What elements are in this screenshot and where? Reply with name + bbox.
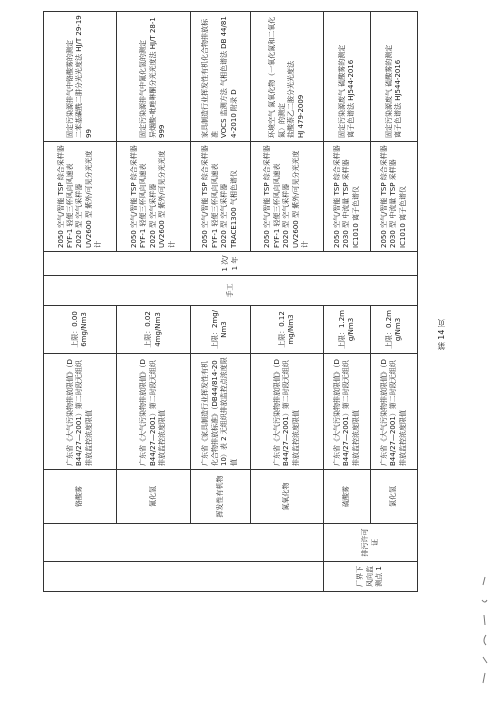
rows.3.equipment-line: FYF-1 轻便三杯风向风速表	[272, 163, 281, 248]
standard-cell: 广东省《大气污染物排放限值》（DB44/27—2001）第二时段无组织排放监控浓度限值	[324, 354, 371, 470]
standard-cell: 广东省《大气污染物排放限值》（DB44/27—2001）第二时段无组织排放监控浓度限值	[44, 354, 117, 470]
permit-cell: 排污许可证	[324, 524, 418, 562]
rows.2.equipment-line: TRACE1300 气相色谱仪	[229, 170, 238, 248]
pollutant-cell: 挥发性有机物	[190, 470, 250, 524]
method-cell	[371, 12, 418, 142]
rows.2.equipment-line: FYF-1 轻便三杯风向风速表	[210, 163, 219, 248]
rows.4.equipment-line: IC1010 离子色谱仪	[351, 186, 360, 248]
rows.0.equipment-line: UV2600 型 紫外/可见分光光度计	[84, 150, 103, 248]
standard-cell: 广东省《大气污染物排放限值》（DB44/27—2001）第二时段无组织排放监控浓度限值	[371, 354, 418, 470]
rows.4.equipment-line: 2030 型 中流量 TSP 采样器	[342, 159, 351, 248]
pollutant-cell: 氯化氢	[371, 470, 418, 524]
pollutant-cell: 铬酸雾	[44, 470, 117, 524]
frequency-cell: 1 次/1 年	[44, 252, 418, 276]
rows.0.equipment-line: 2020 型 空气采样器	[75, 183, 84, 248]
rows.1.equipment-line: 2050 空气/智能 TSP 综合采样器	[129, 145, 138, 248]
monitoring-point-cell	[44, 562, 324, 592]
standard-cell: 广东省《大气污染物排放限值》（DB44/27—2001）第二时段无组织排放监控浓度限值	[250, 354, 323, 470]
rows.4.method-line: 固定污染源废气 硫酸雾的测定	[337, 44, 346, 138]
pollutant-cell: 硫酸雾	[324, 470, 371, 524]
rows.0.method-line: 二苯基碳酰二肼分光光度法 HJ/T 29-1999	[75, 15, 93, 138]
rows.1.method-line: 异烟酸-吡唑啉酮分光光度法 HJ/T 28-1999	[148, 17, 167, 138]
rows.1.equipment-line: FYF-1 轻便三杯风向风速表	[139, 163, 148, 248]
limit-cell: 上限：0.024mg/Nm3	[117, 306, 190, 354]
limit-cell: 上限：0.2mg/Nm3	[371, 306, 418, 354]
rows.3.method-line: 环境空气 氮氧化物（一氧化氮和二氧化氮）的测定	[268, 16, 286, 138]
limit-cell: 上限：2mg/Nm3	[190, 306, 250, 354]
rows.0.method-line: 固定污染源排气中铬酸雾的测定	[66, 40, 75, 138]
rows.1.equipment-line: 2020 型 空气采样器	[148, 183, 157, 248]
equipment-cell	[371, 142, 418, 252]
standard-cell: 广东省《家具制造行业挥发性有机化合物排放标准》（DB44/814-2010）表 2 无组织排放监控点浓度限值	[190, 354, 250, 470]
rows.3.equipment-line: 2050 空气/智能 TSP 综合采样器	[263, 145, 272, 248]
rows.5.method-line: 离子色谱法 HJ544-2016	[394, 59, 403, 138]
rows.3.equipment-line: UV2600 型 紫外/可见分光光度计	[291, 150, 310, 248]
table-row	[44, 12, 117, 592]
rows.0.equipment-line: FYF-1 轻便三杯风向风速表	[66, 163, 75, 248]
rows.1.method-line: 固定污染源排气中氰化氢的测定	[139, 40, 148, 138]
rows.0.equipment-line: 2050 空气/智能 TSP 综合采样器	[56, 145, 65, 248]
rows.5.method-line: 固定污染源废气 硫酸雾的测定	[384, 44, 393, 138]
rows.2.method-line: 家具制造行业挥发性有机化合物排放标准	[201, 19, 219, 138]
equipment-cell	[44, 142, 117, 252]
page-number: 第 14 页	[437, 319, 446, 351]
rows.3.method-line: HJ 479-2009	[296, 94, 305, 138]
limit-cell: 上限：0.12mg/Nm3	[250, 306, 323, 354]
pollutant-cell: 氮氧化物	[250, 470, 323, 524]
equipment-cell	[250, 142, 323, 252]
method-cell	[117, 12, 190, 142]
rows.5.equipment-line: 2030 型 中流量 TSP 采样器	[389, 159, 398, 248]
rows.4.method-line: 离子色谱法 HJ544-2016	[347, 59, 356, 138]
rows.2.equipment-line: 2050 空气/智能 TSP 综合采样器	[201, 145, 210, 248]
method-cell	[44, 12, 117, 142]
rows.5.equipment-line: 2050 空气/智能 TSP 综合采样器	[379, 145, 388, 248]
standard-cell: 广东省《大气污染物排放限值》（DB44/27—2001）第二时段无组织排放监控浓度限值	[117, 354, 190, 470]
equipment-cell	[190, 142, 250, 252]
mode-cell: 手工	[44, 276, 418, 306]
limit-cell: 上限：1.2mg/Nm3	[324, 306, 371, 354]
rows.3.equipment-line: 2020 型 空气采样器	[282, 183, 291, 248]
monitoring-point-cell: 厂界下风向监测点 1	[324, 562, 418, 592]
rotated-table-wrapper	[43, 12, 418, 592]
rows.3.method-line: 盐酸萘乙二胺分光光度法	[287, 61, 296, 138]
rows.2.equipment-line: 2020 型 空气采样器	[220, 183, 229, 248]
limit-cell: 上限：0.006mg/Nm3	[44, 306, 117, 354]
rows.2.method-line: VOCS 监测方法 气相色谱法 DB 44/814-2010 附录 D	[220, 16, 238, 138]
pollutant-cell: 氰化氢	[117, 470, 190, 524]
permit-cell	[44, 524, 324, 562]
rows.4.equipment-line: 2050 空气/智能 TSP 综合采样器	[333, 145, 342, 248]
rows.1.equipment-line: UV2600 型 紫外/可见分光光度计	[158, 150, 176, 248]
method-cell	[190, 12, 250, 142]
method-cell	[250, 12, 323, 142]
rows.5.equipment-line: IC1010 离子色谱仪	[398, 186, 407, 248]
handwritten-mark	[478, 575, 492, 690]
monitoring-table	[43, 11, 418, 592]
equipment-cell	[324, 142, 371, 252]
equipment-cell	[117, 142, 190, 252]
method-cell	[324, 12, 371, 142]
